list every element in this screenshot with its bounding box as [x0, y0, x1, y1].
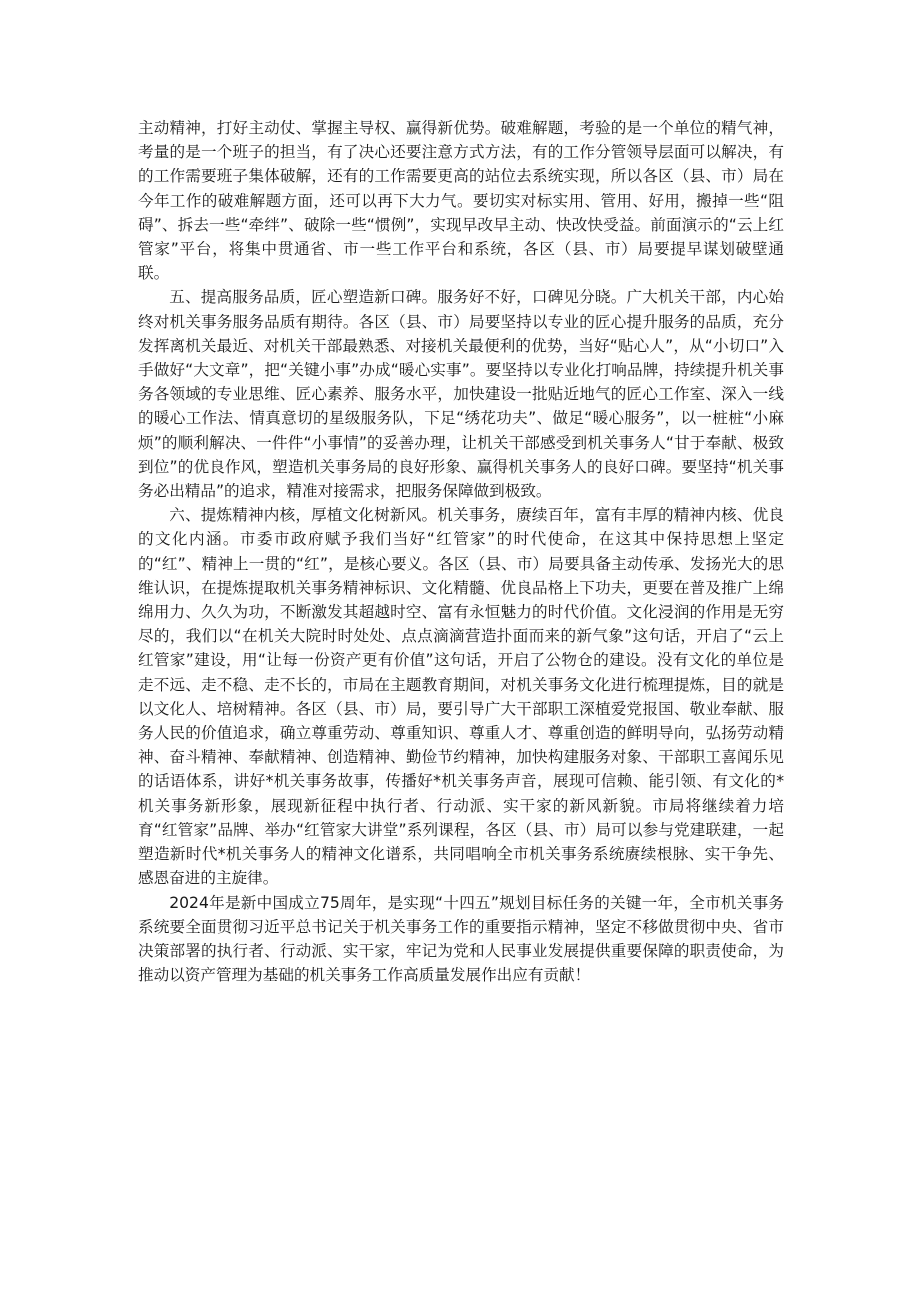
- paragraph-section-six: 六、提炼精神内核，厚植文化树新风。机关事务，赓续百年，富有丰厚的精神内核、优良的文化内涵。市委市政府赋予我们当好“红管家”的时代使命，在这其中保持思想上坚定的“红”、精神上一贯的“红”，是核心要义。各区（县、市）局要具备主动传承、发扬光大的思维认识，在提炼提取机关事务精神标识、文化精髓、优良品格上下功夫，更要在普及推广上绵绵用力、久久为功，不断激发其超越时空、富有永恒魅力的时代价值。文化浸润的作用是无穷尽的，我们以“在机关大院时时处处、点点滴滴营造扑面而来的新气象”这句话，开启了“云上红管家”建设，用“让每一份资产更有价值”这句话，开启了公物仓的建设。没有文化的单位是走不远、走不稳、走不长的，市局在主题教育期间，对机关事务文化进行梳理提炼，目的就是以文化人、培树精神。各区（县、市）局，要引导广大干部职工深植爱党报国、敬业奉献、服务人民的价值追求，确立尊重劳动、尊重知识、尊重人才、尊重创造的鲜明导向，弘扬劳动精神、奋斗精神、奉献精神、创造精神、勤俭节约精神，加快构建服务对象、干部职工喜闻乐见的话语体系，讲好*机关事务故事，传播好*机关事务声音，展现可信赖、能引领、有文化的*机关事务新形象，展现新征程中执行者、行动派、实干家的新风新貌。市局将继续着力培育“红管家”品牌、举办“红管家大讲堂”系列课程，各区（县、市）局可以参与党建联建，一起塑造新时代*机关事务人的精神文化谱系，共同唱响全市机关事务系统赓续根脉、实干争先、感恩奋进的主旋律。: [138, 506, 784, 888]
- paragraph-conclusion: 2024年是新中国成立75周年，是实现“十四五”规划目标任务的关键一年，全市机关事务系统要全面贯彻习近平总书记关于机关事务工作的重要指示精神，坚定不移做贯彻中央、省市决策部署的执行者、行动派、实干家，牢记为党和人民事业发展提供重要保障的职责使命，为推动以资产管理为基础的机关事务工作高质量发展作出应有贡献！: [138, 893, 784, 985]
- document-body: [138, 116, 784, 987]
- paragraph-section-five: 五、提高服务品质，匠心塑造新口碑。服务好不好，口碑见分晓。广大机关干部，内心始终对机关事务服务品质有期待。各区（县、市）局要坚持以专业的匠心提升服务的品质，充分发挥离机关最近、对机关干部最熟悉、对接机关最便利的优势，当好“贴心人”，从“小切口”入手做好“大文章”，把“关键小事”办成“暖心实事”。要坚持以专业化打响品牌，持续提升机关事务各领域的专业思维、匠心素养、服务水平，加快建设一批贴近地气的匠心工作室、深入一线的暖心工作法、情真意切的星级服务队，下足“绣花功夫”、做足“暖心服务”，以一桩桩“小麻烦”的顺利解决、一件件“小事情”的妥善办理，让机关干部感受到机关事务人“甘于奉献、极致到位”的优良作风，塑造机关事务局的良好形象、赢得机关事务人的良好口碑。要坚持“机关事务必出精品”的追求，精准对接需求，把服务保障做到极致。: [138, 288, 784, 501]
- paragraph-continuation: 主动精神，打好主动仗、掌握主导权、赢得新优势。破难解题，考验的是一个单位的精气神，考量的是一个班子的担当，有了决心还要注意方式方法，有的工作分管领导层面可以解决，有的工作需要班子集体破解，还有的工作需要更高的站位去系统实现，所以各区（县、市）局在今年工作的破难解题方面，还可以再下大力气。要切实对标实用、管用、好用，搬掉一些“阻碍”、拆去一些“牵绊”、破除一些“惯例”，实现早改早主动、快改快受益。前面演示的“云上红管家”平台，将集中贯通省、市一些工作平台和系统，各区（县、市）局要提早谋划破壁通联。: [138, 119, 784, 283]
